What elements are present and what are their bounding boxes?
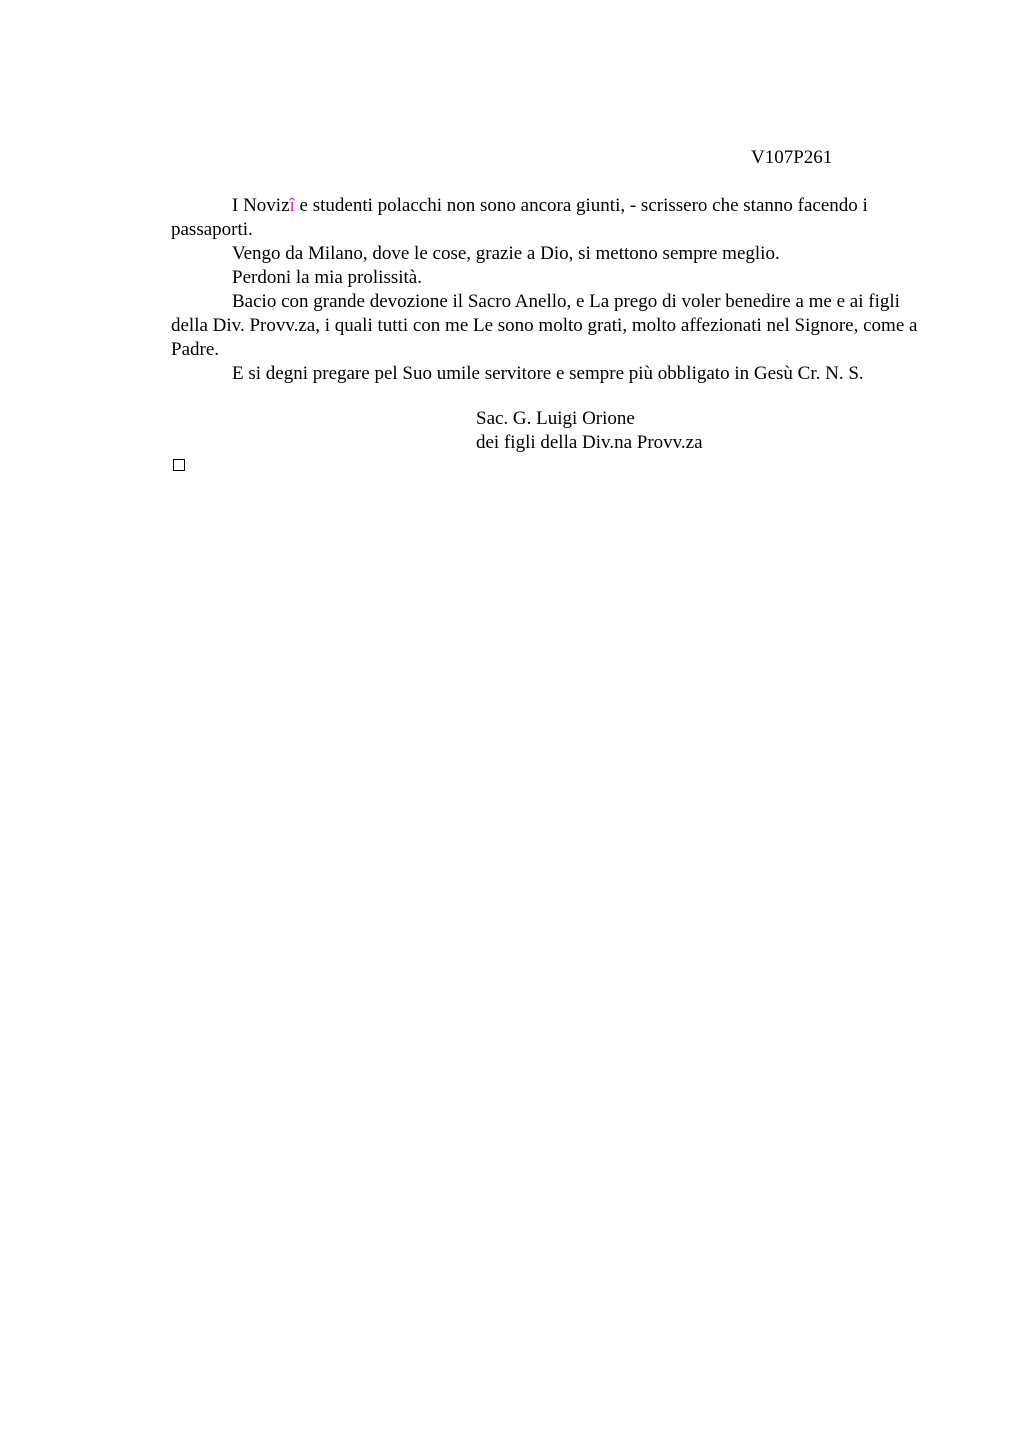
paragraph-4: Bacio con grande devozione il Sacro Anello, e La prego di voler benedire a me e ai figli della Div. Provv.za, i quali tutti con me Le sono molto grati, molto affezionati nel Signore, come a Padre. (171, 291, 918, 360)
page-reference: V107P261 (751, 147, 833, 168)
paragraph-1-rest: e studenti polacchi non sono ancora giunti, - scrissero che stanno facendo i passaporti. (171, 195, 868, 240)
signature-name: Sac. G. Luigi Orione (476, 408, 635, 429)
paragraph-1 (171, 194, 927, 242)
paragraph-1-start: I Noviz (232, 195, 290, 216)
end-marker-box (173, 459, 185, 471)
paragraph-2: Vengo da Milano, dove le cose, grazie a Dio, si mettono sempre meglio. (232, 243, 780, 264)
paragraph-5: E si degni pregare pel Suo umile servitore e sempre più obbligato in Gesù Cr. N. S. (232, 363, 864, 384)
signature-title: dei figli della Div.na Provv.za (476, 432, 703, 453)
highlighted-character: î (289, 195, 295, 216)
letter-body (171, 194, 927, 386)
signature-block (476, 407, 703, 455)
paragraph-3: Perdoni la mia prolissità. (232, 267, 422, 288)
